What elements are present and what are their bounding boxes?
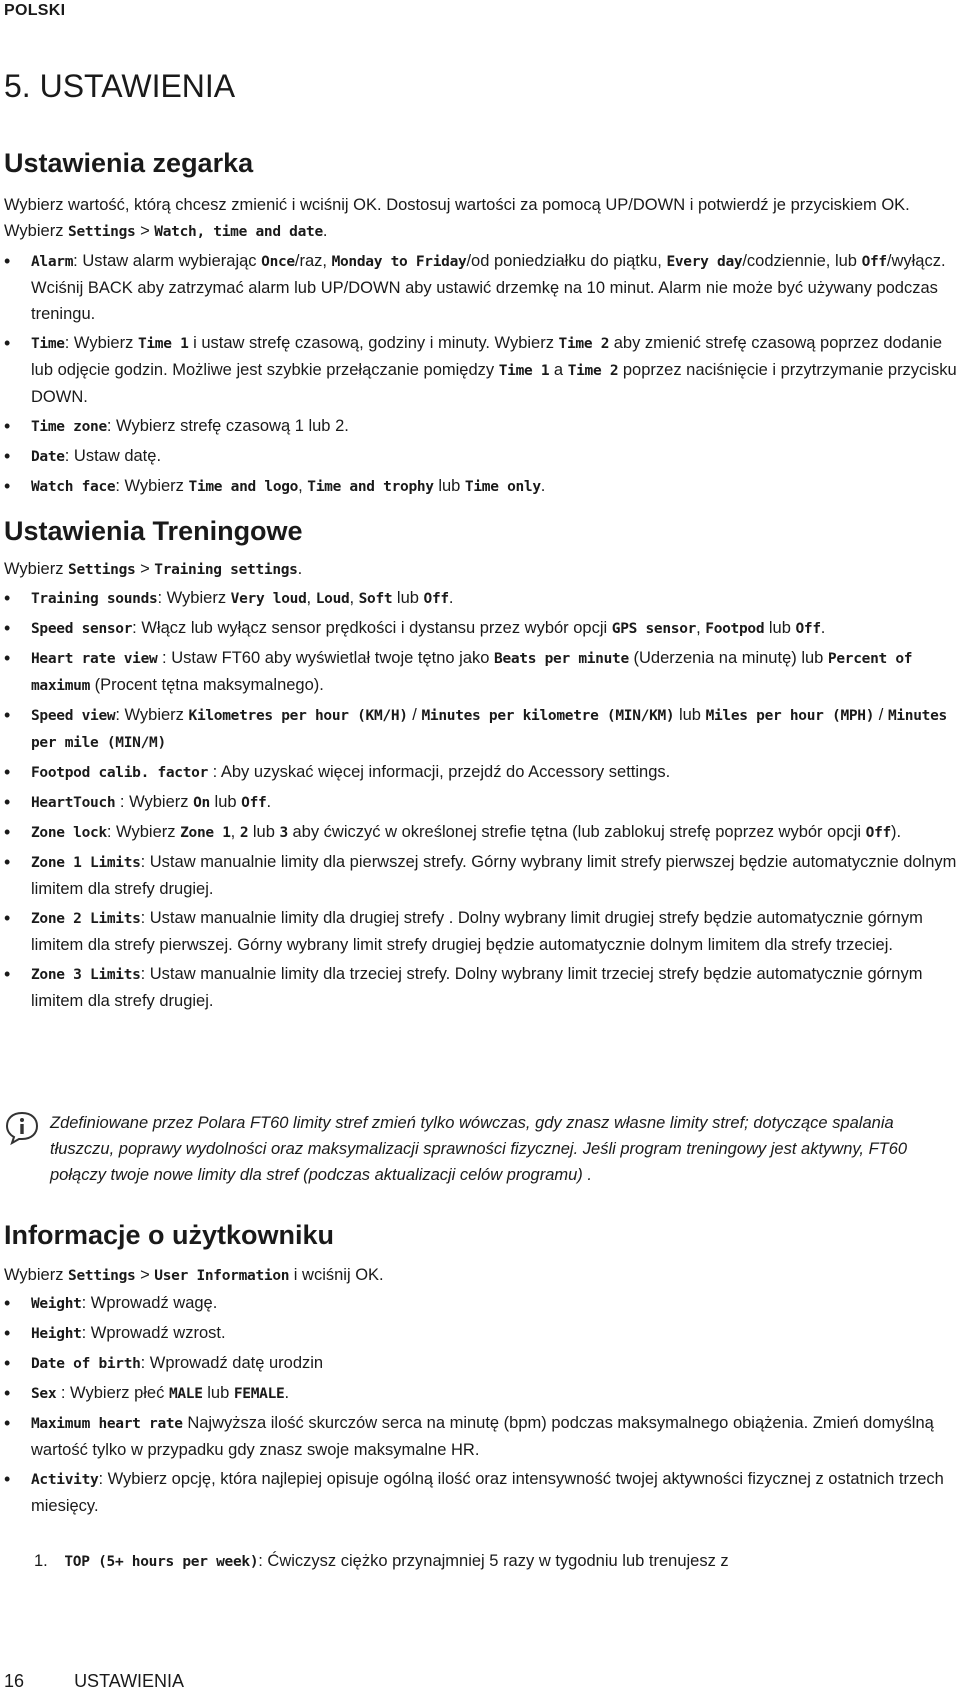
user-info-list xyxy=(4,1290,959,1522)
section-heading-watch-settings: Ustawienia zegarka xyxy=(4,148,254,178)
list-item-watch-face: • Watch face: Wybierz Time and logo, Time and trophy lub Time only. xyxy=(4,473,959,500)
list-item-hearttouch: • HeartTouch : Wybierz On lub Off. xyxy=(4,789,959,816)
list-item-date: • Date: Ustaw datę. xyxy=(4,443,959,470)
watch-settings-intro: Wybierz wartość, którą chcesz zmienić i wciśnij OK. Dostosuj wartości za pomocą UP/DOWN i potwierdź je przyciskiem OK. Wybierz Settings > Watch, time and date. xyxy=(4,196,910,240)
activity-option-1 xyxy=(34,1548,944,1575)
list-item-zone-3-limits: • Zone 3 Limits: Ustaw manualnie limity dla trzeciej strefy. Dolny wybrany limit trzeciej strefy będzie automatycznie górnym limitem dla strefy drugiej. xyxy=(4,961,959,1014)
list-item-zone-2-limits: • Zone 2 Limits: Ustaw manualnie limity dla drugiej strefy . Dolny wybrany limit drugiej strefy będzie automatycznie górnym limitem dla strefy pierwszej. Górny wybrany limit strefy drugiej będzie automatycznie dolnym limitem dla strefy trzeciej. xyxy=(4,905,959,958)
page-footer xyxy=(4,1671,184,1692)
section-heading-training-settings: Ustawienia Treningowe xyxy=(4,516,303,546)
list-item-speed-sensor: • Speed sensor: Włącz lub wyłącz sensor prędkości i dystansu przez wybór opcji GPS sensor, Footpod lub Off. xyxy=(4,615,959,642)
footer-section-title: USTAWIENIA xyxy=(74,1671,185,1691)
training-settings-intro: Wybierz Settings > Training settings. xyxy=(4,560,303,578)
list-item-maximum-heart-rate: • Maximum heart rate Najwyższa ilość skurczów serca na minutę (bpm) podczas maksymalnego obiążenia. Zmień domyślną wartość tylko w przypadku gdy znasz swoje maksymalne HR. xyxy=(4,1410,959,1463)
activity-option-label: TOP (5+ hours per week) xyxy=(64,1554,259,1570)
list-item-weight: • Weight: Wprowadź wagę. xyxy=(4,1290,959,1317)
info-icon xyxy=(4,1110,40,1146)
list-item-training-sounds: • Training sounds: Wybierz Very loud, Loud, Soft lub Off. xyxy=(4,585,959,612)
list-item-footpod-calib: • Footpod calib. factor : Aby uzyskać więcej informacji, przejdź do Accessory settings. xyxy=(4,759,959,786)
user-info-intro: Wybierz Settings > User Information i wciśnij OK. xyxy=(4,1266,384,1284)
list-item-speed-view: • Speed view: Wybierz Kilometres per hour (KM/H) / Minutes per kilometre (MIN/KM) lub Miles per hour (MPH) / Minutes per mile (MIN/M) xyxy=(4,702,959,756)
section-heading-user-info: Informacje o użytkowniku xyxy=(4,1220,335,1250)
list-item-height: • Height: Wprowadź wzrost. xyxy=(4,1320,959,1347)
language-label: POLSKI xyxy=(4,2,66,19)
list-item-zone-lock: • Zone lock: Wybierz Zone 1, 2 lub 3 aby ćwiczyć w określonej strefie tętna (lub zablokuj strefę poprzez wybór opcji Off). xyxy=(4,819,959,846)
activity-option-text: : Ćwiczysz ciężko przynajmniej 5 razy w tygodniu lub trenujesz z xyxy=(258,1552,729,1570)
list-number: 1. xyxy=(34,1552,48,1570)
page-number: 16 xyxy=(4,1671,25,1691)
list-item-sex: • Sex : Wybierz płeć MALE lub FEMALE. xyxy=(4,1380,959,1407)
list-item-activity: • Activity: Wybierz opcję, która najlepiej opisuje ogólną ilość oraz intensywność twojej aktywności fizycznej z ostatnich trzech miesięcy. xyxy=(4,1466,959,1519)
watch-settings-list xyxy=(4,248,959,503)
list-item-alarm: • Alarm: Ustaw alarm wybierając Once/raz, Monday to Friday/od poniedziałku do piątku, Every day/codziennie, lub Off/wyłącz. Wciśnij BACK aby zatrzymać alarm lub UP/DOWN aby ustawić drzemkę na 10 minut. Alarm nie może być używany podczas treningu. xyxy=(4,248,959,327)
list-item-time: • Time: Wybierz Time 1 i ustaw strefę czasową, godziny i minuty. Wybierz Time 2 aby zmienić strefę czasową poprzez dodanie lub odjęcie godzin. Możliwe jest szybkie przełączanie pomiędzy Time 1 a Time 2 poprzez naciśnięcie i przytrzymanie przycisku DOWN. xyxy=(4,330,959,410)
training-settings-list xyxy=(4,585,959,1017)
list-item-heart-rate-view: • Heart rate view : Ustaw FT60 aby wyświetlał twoje tętno jako Beats per minute (Uderzenia na minutę) lub Percent of maximum (Procent tętna maksymalnego). xyxy=(4,645,959,699)
chapter-title: 5. USTAWIENIA xyxy=(4,68,236,104)
list-item-date-of-birth: • Date of birth: Wprowadź datę urodzin xyxy=(4,1350,959,1377)
list-item-zone-1-limits: • Zone 1 Limits: Ustaw manualnie limity dla pierwszej strefy. Górny wybrany limit strefy pierwszej będzie automatycznie dolnym limitem dla strefy drugiej. xyxy=(4,849,959,902)
note-text: Zdefiniowane przez Polara FT60 limity stref zmień tylko wówczas, gdy znasz własne limity stref; dotyczące spalania tłuszczu, poprawy wydolności oraz maksymalizacji sprawności fizycznej. Jeśli program treningowy jest aktywny, FT60 połączy twoje nowe limity dla stref (podczas aktualizacji celów programu) . xyxy=(50,1114,908,1184)
list-item-time-zone: • Time zone: Wybierz strefę czasową 1 lub 2. xyxy=(4,413,959,440)
